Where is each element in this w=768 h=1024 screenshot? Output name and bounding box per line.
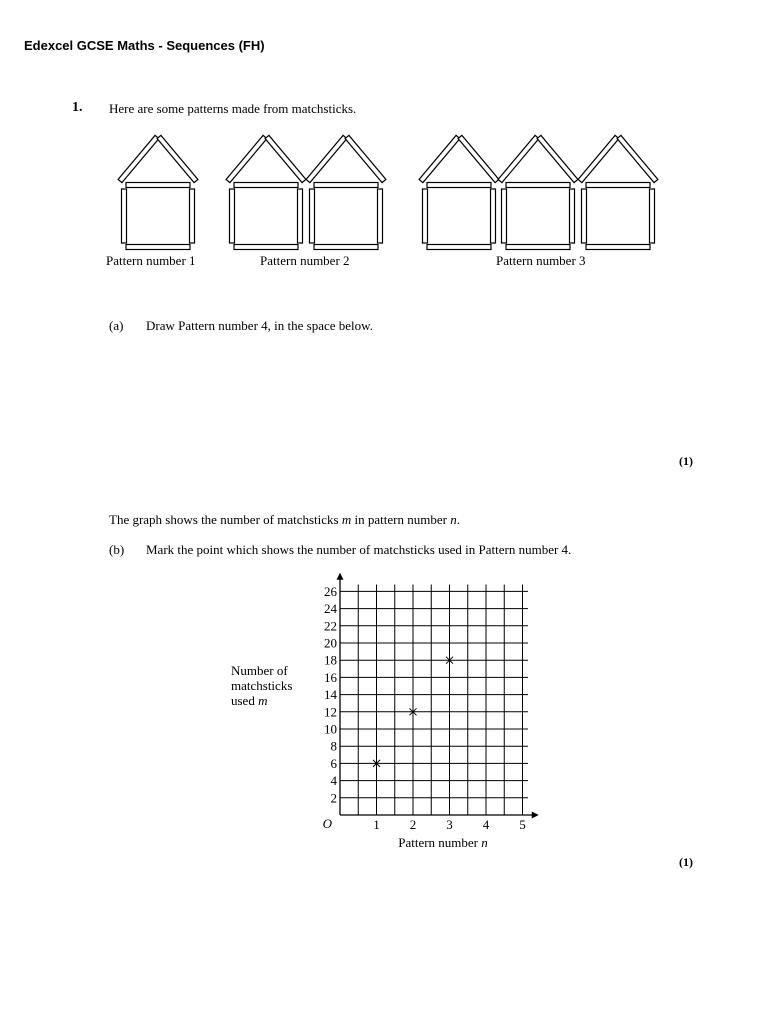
data-point-1 [373, 760, 380, 767]
graph-intro-text-3: . [456, 512, 460, 527]
pattern3-house1-top-stick [427, 183, 491, 188]
x-tick-label: 2 [409, 817, 417, 832]
part-a-instruction: Draw Pattern number 4, in the space below. [146, 318, 373, 333]
data-point-2 [410, 708, 417, 715]
data-point-stroke [446, 657, 453, 664]
y-tick-label: 24 [324, 601, 337, 617]
pattern3-house3-roof-left-stick [578, 135, 619, 182]
part-a-marks: (1) [679, 454, 693, 468]
ylabel-var-m: m [258, 693, 268, 708]
pattern2-house1-roof-right-stick [265, 135, 306, 182]
y-axis-arrow [337, 573, 344, 580]
y-tick-label: 4 [330, 773, 337, 789]
pattern3-house3-bottom-stick [586, 245, 650, 250]
data-point-stroke [410, 708, 417, 715]
ylabel-line-3: used [231, 693, 259, 708]
pattern2-house2-roof-left-stick [306, 135, 347, 182]
pattern3-house3-right-stick [650, 189, 655, 243]
pattern1-house1-left-stick [122, 189, 127, 243]
pattern2-house1-left-stick [230, 189, 235, 243]
pattern2-house1-bottom-stick [234, 245, 298, 250]
part-b-instruction: Mark the point which shows the number of matchsticks used in Pattern number 4. [146, 542, 572, 557]
x-axis-label-var-n: n [481, 835, 488, 850]
pattern3-house3-top-stick [586, 183, 650, 188]
graph-intro-text-2: in pattern number [351, 512, 451, 527]
pattern-label-1: Pattern number 1 [106, 253, 196, 268]
y-tick-label: 26 [324, 583, 337, 599]
pattern1-house1-top-stick [126, 183, 190, 188]
pattern1-house1-right-stick [190, 189, 195, 243]
data-point-stroke [446, 657, 453, 664]
ylabel-line-1: Number of [231, 663, 288, 678]
pattern2-house2-right-stick [378, 189, 383, 243]
y-tick-label: 10 [324, 721, 337, 737]
pattern3-house2-left-stick [502, 189, 507, 243]
x-axis-arrow [532, 812, 539, 819]
y-tick-label: 16 [324, 669, 337, 685]
x-tick-label: 1 [373, 817, 380, 832]
part-a-label: (a) [109, 318, 124, 333]
pattern2-house1-top-stick [234, 183, 298, 188]
graph-y-axis-label [231, 663, 311, 708]
y-tick-label: 22 [324, 618, 337, 634]
y-tick-label: 18 [324, 652, 337, 668]
y-tick-label: 6 [330, 755, 337, 771]
pattern3-house2-bottom-stick [506, 245, 570, 250]
graph-intro-var-n: n [450, 512, 457, 527]
data-point-3 [446, 657, 453, 664]
pattern2-house1-right-stick [298, 189, 303, 243]
pattern3-house1-left-stick [423, 189, 428, 243]
pattern2-house2-bottom-stick [314, 245, 378, 250]
data-point-stroke [410, 708, 417, 715]
x-tick-label: 4 [482, 817, 490, 832]
pattern1-house1-roof-left-stick [118, 135, 159, 182]
data-point-stroke [373, 760, 380, 767]
question-intro: Here are some patterns made from matchsticks. [109, 101, 357, 116]
graph-intro-text-1: The graph shows the number of matchsticks [109, 512, 342, 527]
pattern2-house2-left-stick [310, 189, 315, 243]
pattern3-house1-roof-right-stick [458, 135, 499, 182]
pattern2-house1-roof-left-stick [226, 135, 267, 182]
pattern2-house2-roof-right-stick [345, 135, 386, 182]
part-b-marks: (1) [679, 855, 693, 869]
pattern1-house1-roof-right-stick [157, 135, 198, 182]
data-point-stroke [373, 760, 380, 767]
pattern3-house3-roof-right-stick [617, 135, 658, 182]
graph-intro [109, 512, 460, 528]
ylabel-line-2: matchsticks [231, 678, 293, 693]
question-number: 1. [72, 100, 83, 115]
pattern3-house1-bottom-stick [427, 245, 491, 250]
x-tick-label: 5 [519, 817, 526, 832]
graph-intro-var-m: m [341, 512, 352, 527]
y-tick-label: 14 [324, 687, 337, 703]
pattern3-house2-right-stick [570, 189, 575, 243]
pattern3-house3-left-stick [582, 189, 587, 243]
x-tick-label: 3 [446, 817, 453, 832]
pattern3-house2-roof-left-stick [498, 135, 539, 182]
pattern3-house1-roof-left-stick [419, 135, 460, 182]
origin-label: O [322, 816, 332, 831]
part-b-label: (b) [109, 542, 125, 557]
x-axis-label-text: Pattern number [398, 835, 482, 850]
pattern3-house1-right-stick [491, 189, 496, 243]
pattern3-house2-roof-right-stick [537, 135, 578, 182]
pattern-label-3: Pattern number 3 [496, 253, 586, 268]
x-axis-label [398, 835, 488, 850]
y-tick-label: 2 [330, 790, 337, 806]
page-title: Edexcel GCSE Maths - Sequences (FH) [24, 38, 265, 53]
y-tick-label: 20 [324, 635, 337, 651]
pattern-label-2: Pattern number 2 [260, 253, 350, 268]
y-tick-label: 8 [330, 738, 337, 754]
pattern2-house2-top-stick [314, 183, 378, 188]
pattern3-house2-top-stick [506, 183, 570, 188]
pattern1-house1-bottom-stick [126, 245, 190, 250]
y-tick-label: 12 [324, 704, 337, 720]
